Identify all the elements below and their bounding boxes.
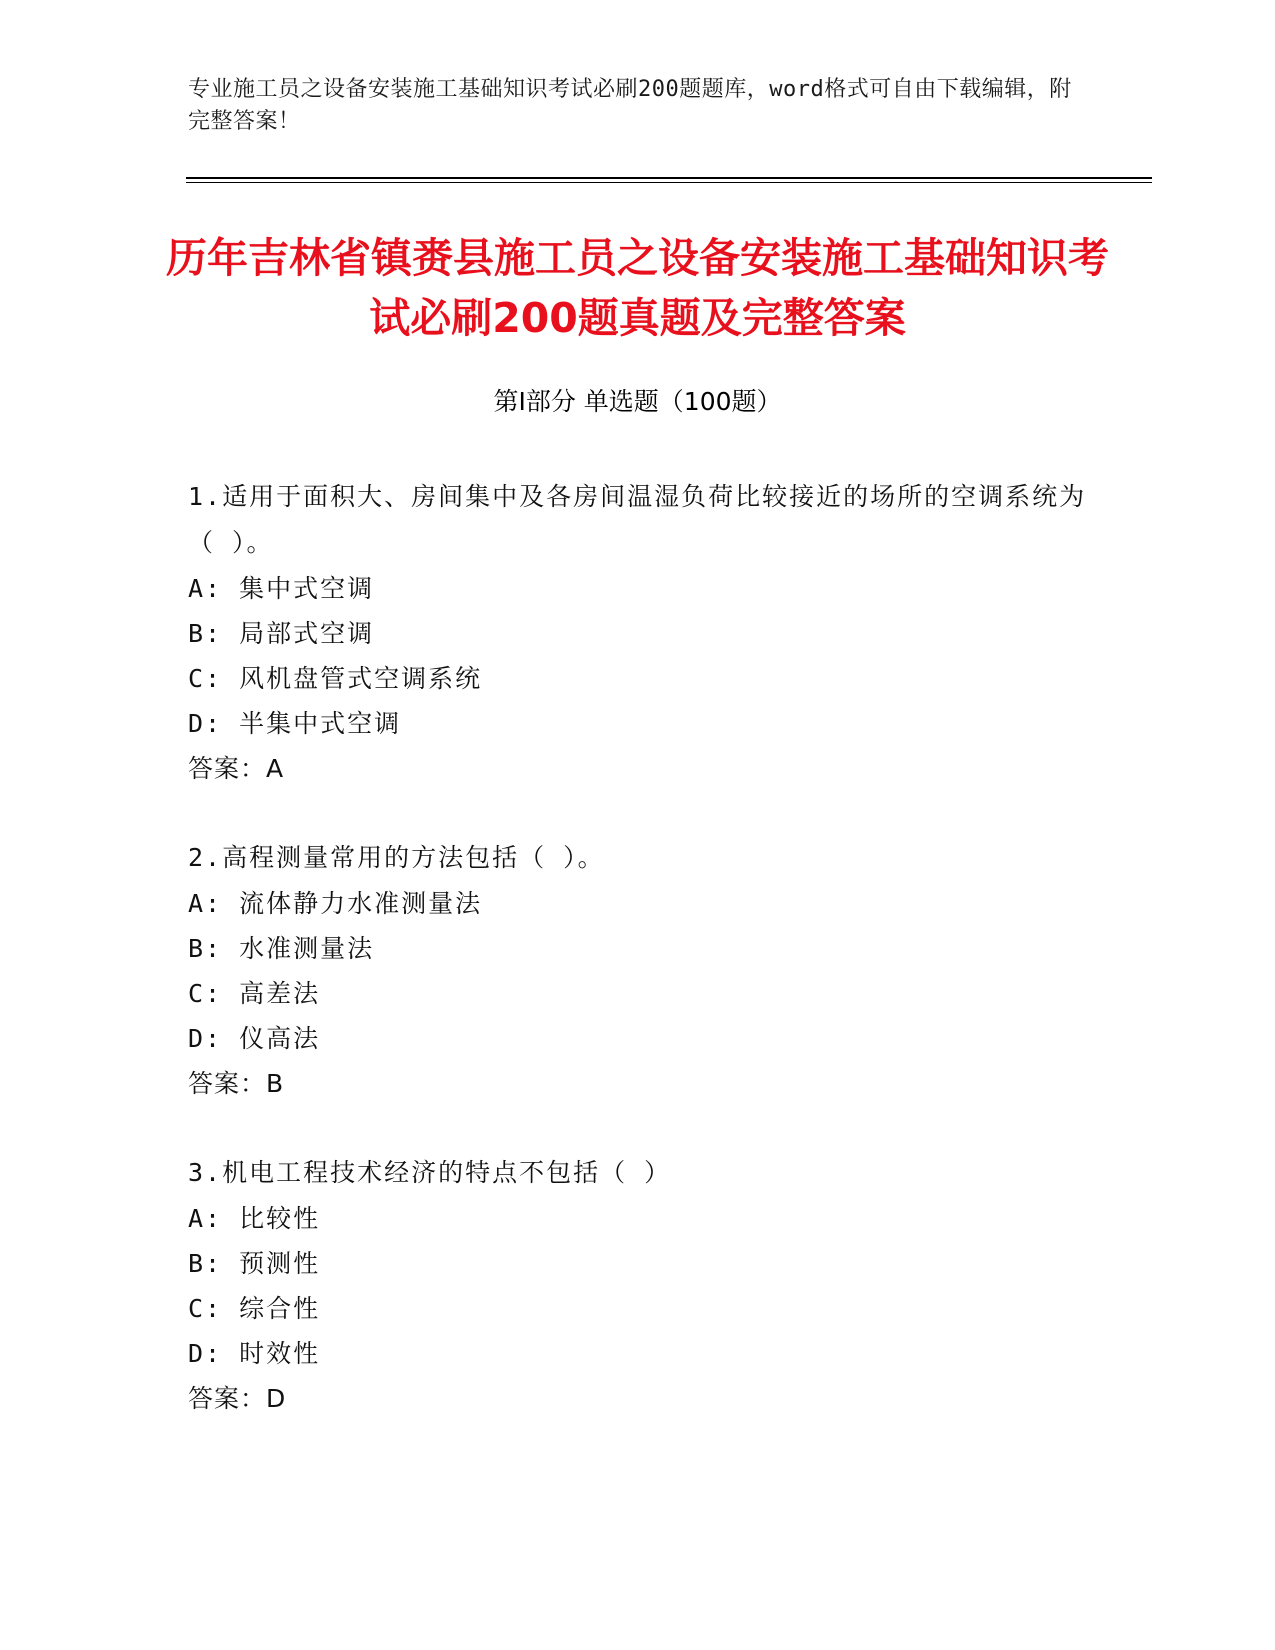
document-title: 历年吉林省镇赉县施工员之设备安装施工基础知识考试必刷200题真题及完整答案 <box>166 234 1109 342</box>
option-b: B: 水准测量法 <box>188 934 375 963</box>
option-a: A: 流体静力水准测量法 <box>188 889 483 918</box>
answer: 答案：A <box>188 754 285 783</box>
option-c: C: 综合性 <box>188 1294 321 1323</box>
question-list <box>188 474 1088 1465</box>
question-item <box>188 1150 1088 1421</box>
question-stem: 1.适用于面积大、房间集中及各房间温湿负荷比较接近的场所的空调系统为（ ）。 <box>188 482 1087 557</box>
option-d: D: 半集中式空调 <box>188 709 402 738</box>
answer: 答案：D <box>188 1384 287 1413</box>
header-note: 专业施工员之设备安装施工基础知识考试必刷200题题库，word格式可自由下载编辑，附完整答案！ <box>188 77 1072 134</box>
option-d: D: 仪高法 <box>188 1024 321 1053</box>
option-a: A: 比较性 <box>188 1204 321 1233</box>
section-heading: 第Ⅰ部分 单选题（100题） <box>493 387 782 416</box>
option-b: B: 预测性 <box>188 1249 321 1278</box>
option-a: A: 集中式空调 <box>188 574 375 603</box>
option-c: C: 风机盘管式空调系统 <box>188 664 483 693</box>
header-divider-thin <box>186 182 1152 183</box>
option-c: C: 高差法 <box>188 979 321 1008</box>
question-stem: 3.机电工程技术经济的特点不包括（ ） <box>188 1158 672 1187</box>
answer: 答案：B <box>188 1069 285 1098</box>
option-d: D: 时效性 <box>188 1339 321 1368</box>
question-item <box>188 474 1088 791</box>
option-b: B: 局部式空调 <box>188 619 375 648</box>
question-item <box>188 835 1088 1106</box>
question-stem: 2.高程测量常用的方法包括（ ）。 <box>188 843 605 872</box>
header-divider-thick <box>186 177 1152 179</box>
